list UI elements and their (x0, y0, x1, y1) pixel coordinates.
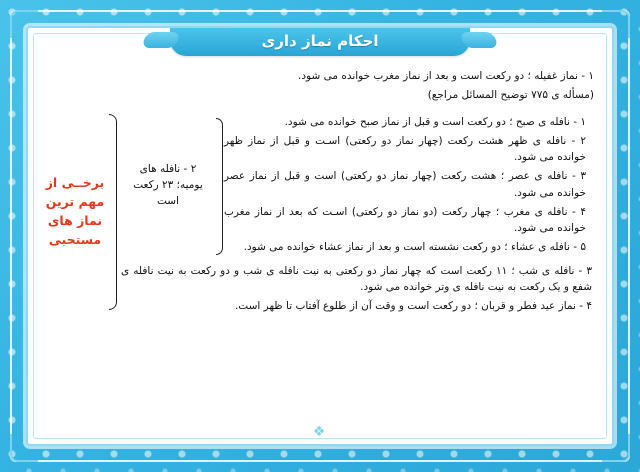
eid-prayer-line: ۴ - نماز عید فطر و قربان ؛ دو رکعت است و وقت آن از طلوع آفتاب تا ظهر است. (234, 300, 592, 313)
nafilah-items (224, 114, 592, 259)
nafilah-item: ۳ - نافله ی عصر ؛ هشت رکعت (چهار نماز دو رکعتی) است و قبل از نماز عصر خوانده می شود. (224, 170, 586, 199)
ghofaileh-line: ۱ - نماز غفیله ؛ دو رکعت است و بعد از نماز مغرب خوانده می شود. (298, 70, 594, 82)
document-content (42, 68, 598, 414)
ghofaileh-reference: (مسأله ی ۷۷۵ توضیح المسائل مراجع) (427, 89, 594, 102)
nafilah-item: ۱ - نافله ی صبح ؛ دو رکعت است و قبل از نماز صبح خوانده می شود. (284, 115, 586, 128)
night-prayer-line: ۳ - نافله ی شب ؛ ۱۱ رکعت است که چهار نماز دو رکعتی به نیت نافله ی شب و دو رکعت به نیت نافله ی شفع و یک رکعت به نیت نافله ی وتر خوانده می شود. (121, 264, 592, 293)
page-title: احکام نماز داری (261, 32, 379, 50)
nafilah-item: ۵ - نافله ی عشاء ؛ دو رکعت نشسته است و بعد از نماز عشاء خوانده می شود. (243, 241, 586, 254)
mustahab-label (42, 108, 109, 317)
mustahab-prayers-row (42, 108, 598, 317)
mustahab-brace-icon (109, 108, 119, 317)
mustahab-label-text: برخــی از مهم ترین نماز های مستحبی (45, 175, 105, 247)
content-card (26, 26, 614, 446)
nafilah-label: ۲ - نافله های یومیه؛ ۲۳ رکعت است (133, 163, 203, 207)
bottom-ornament-icon: ❖ (312, 424, 328, 440)
banner-wing-left-icon (141, 32, 180, 48)
mustahab-items (119, 108, 598, 317)
nafilah-brace-icon (215, 114, 224, 259)
banner-shape (170, 26, 470, 56)
banner-wing-right-icon (459, 32, 498, 48)
title-banner (170, 26, 470, 60)
nafilah-item: ۲ - نافله ی ظهر هشت رکعت (چهار نماز دو رکعتی) اسـت و قبل از نماز ظهر خوانده می شود. (224, 134, 586, 164)
ghofaileh-block (42, 68, 598, 108)
nafilah-block (121, 114, 592, 259)
nafilah-item: ۴ - نافله ی مغرب ؛ چهار رکعت (دو نماز دو رکعتی) اسـت که بعد از نماز مغرب خوانده می شود. (224, 205, 586, 235)
